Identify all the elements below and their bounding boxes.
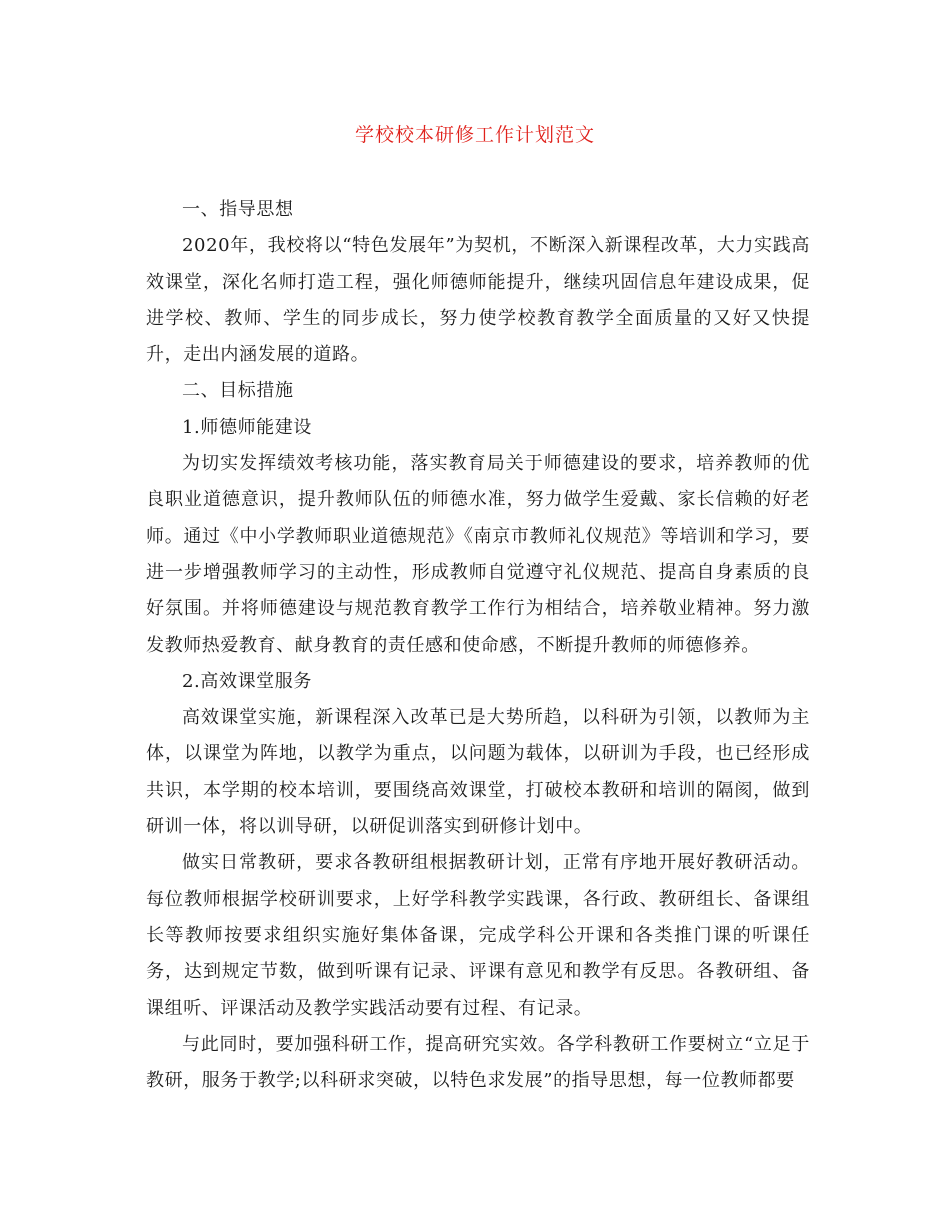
section-heading: 二、目标措施 — [182, 380, 294, 402]
paragraph: 为切实发挥绩效考核功能，落实教育局关于师德建设的要求，培养教师的优良职业道德意识，提升教师队伍的师德水准，努力做学生爱戴、家长信赖的好老师。通过《中小学教师职业道德规范》《南京市教师礼仪规范》等培训和学习，要进一步增强教师学习的主动性，形成教师自觉遵守礼仪规范、提高自身素质的良好氛围。并将师德建设与规范教育教学工作行为相结合，培养敬业精神。努力激发教师热爱教育、献身教育的责任感和使命感，不断提升教师的师德修养。 — [146, 453, 810, 656]
subsection-heading: 1.师德师能建设 — [182, 416, 312, 438]
document-body — [146, 192, 810, 1099]
section-heading: 一、指导思想 — [182, 199, 294, 220]
paragraph: 做实日常教研，要求各教研组根据教研计划，正常有序地开展好教研活动。每位教师根据学校研训要求，上好学科教学实践课，各行政、教研组长、备课组长等教师按要求组织实施好集体备课，完成学科公开课和各类推门课的听课任务，达到规定节数，做到听课有记录、评课有意见和教学有反思。各教研组、备课组听、评课活动及教学实践活动要有过程、有记录。 — [146, 852, 810, 1019]
paragraph: 与此同时，要加强科研工作，提高研究实效。各学科教研工作要树立“立足于教研，服务于教学;以科研求突破，以特色求发展”的指导思想，每一位教师都要 — [146, 1033, 810, 1092]
paragraph: 2020年，我校将以“特色发展年”为契机，不断深入新课程改革，大力实践高效课堂，深化名师打造工程，强化师德师能提升，继续巩固信息年建设成果，促进学校、教师、学生的同步成长，努力使学校教育教学全面质量的又好又快提升，走出内涵发展的道路。 — [146, 235, 810, 366]
document-title: 学校校本研修工作计划范文 — [354, 124, 595, 146]
subsection-heading: 2.高效课堂服务 — [182, 670, 312, 692]
paragraph: 高效课堂实施，新课程深入改革已是大势所趋，以科研为引领，以教师为主体，以课堂为阵地，以教学为重点，以问题为载体，以研训为手段，也已经形成共识，本学期的校本培训，要围绕高效课堂，打破校本教研和培训的隔阂，做到研训一体，将以训导研，以研促训落实到研修计划中。 — [146, 707, 810, 838]
